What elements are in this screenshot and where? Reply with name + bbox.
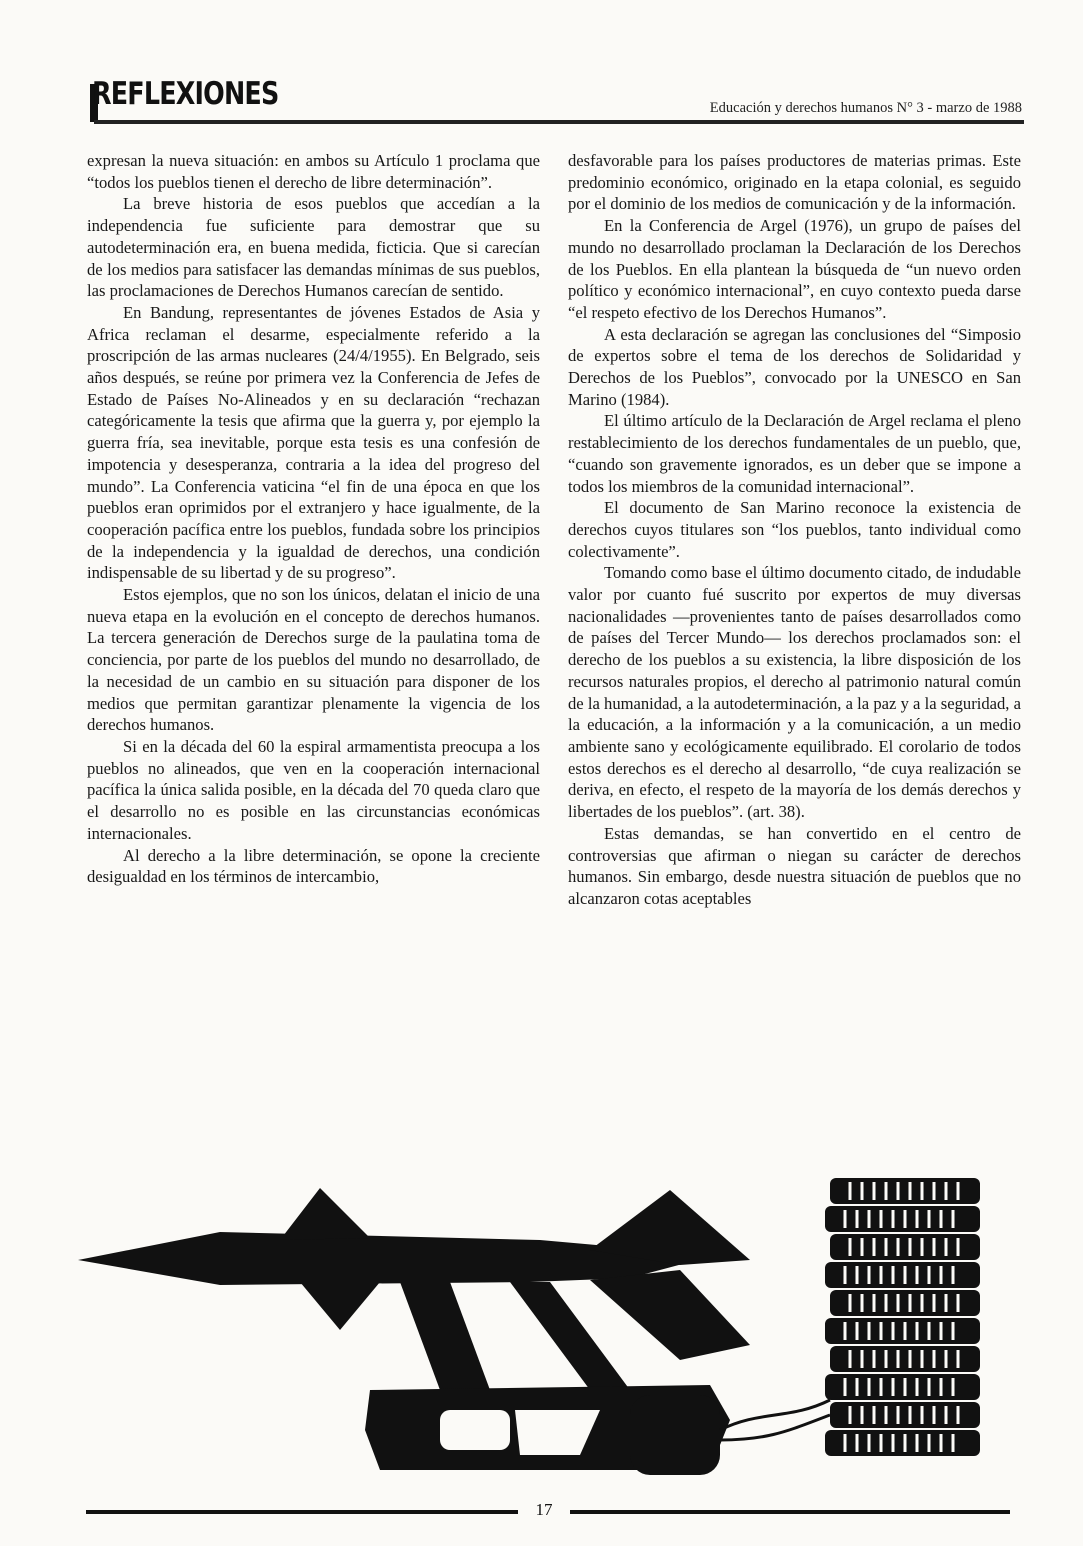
paragraph: desfavorable para los países productores de materias primas. Este predominio económico, originado en la etapa colonial, es seguido por el dominio de los medios de comunicación y de la información.	[568, 151, 1021, 214]
launcher-arm	[400, 1282, 490, 1390]
missile-and-coins-illustration	[70, 1170, 1020, 1490]
launcher-window	[440, 1410, 510, 1450]
paragraph: Tomando como base el último documento citado, de indudable valor por cuanto fué suscrito por expertos de muy diversas nacionalidades —provenientes tanto de países desarrollados como de países del Tercer Mundo— los derechos proclamados son: el derecho de los pueblos a su existencia, la libre disposición de los recursos naturales propios, el derecho al patrimonio natural común de la humanidad, a la autodeterminación, a la paz y a la seguridad, a la educación, a la información y a la comunicación, a un medio ambiente sano y ecológicamente equilibrado. El corolario de todos estos derechos es el derecho al desarrollo, “de cuya realización se deriva, en efecto, el respeto de la mayoría de los demás derechos y libertades de los pueblos”. (art. 38).	[568, 563, 1021, 822]
magazine-logo: REFLEXIONES	[92, 76, 279, 112]
header-rule	[94, 120, 1024, 124]
paragraph: Estos ejemplos, que no son los únicos, delatan el inicio de una nueva etapa en la evolución en el concepto de derechos humanos. La tercera generación de Derechos surge de la paulatina toma de conciencia, por parte de los pueblos del mundo no desarrollado, de la necesidad de un cambio en su situación para disponer de los medios que permitan garantizar plenamente la vigencia de los derechos humanos.	[87, 585, 540, 735]
page-number: 17	[535, 1500, 553, 1519]
text-column-left	[87, 150, 540, 888]
missile-fin	[280, 1188, 370, 1240]
cable	[720, 1415, 830, 1440]
paragraph: Si en la década del 60 la espiral armamentista preocupa a los pueblos no alineados, que ven en la cooperación internacional pacífica la única salida posible, en la década del 70 queda claro que el desarrollo no es posible en las circunstancias económicas internacionales.	[87, 736, 540, 843]
paragraph: expresan la nueva situación: en ambos su Artículo 1 proclama que “todos los pueblos tienen el derecho de libre determinación”.	[87, 151, 540, 192]
paragraph: Estas demandas, se han convertido en el centro de controversias que afirman o niegan su carácter de derechos humanos. Sin embargo, desde nuestra situación de pueblos que no alcanzaron cotas aceptables	[568, 823, 1021, 908]
launcher-wheel	[630, 1395, 720, 1475]
paragraph: El último artículo de la Declaración de Argel reclama el pleno restablecimiento de los derechos fundamentales de un pueblo, que, “cuando son gravemente ignorados, es un deber que se impone a todos los miembros de la comunidad internacional”.	[568, 411, 1021, 496]
missile-fin	[590, 1190, 750, 1265]
paragraph: A esta declaración se agregan las conclusiones del “Simposio de expertos sobre el tema de los derechos de Solidaridad y Derechos de los Pueblos”, convocado por la UNESCO en San Marino (1984).	[568, 324, 1021, 409]
paragraph: Al derecho a la libre determinación, se opone la creciente desigualdad en los términos de intercambio,	[87, 845, 540, 887]
cable	[720, 1400, 830, 1430]
missile-body	[78, 1232, 690, 1285]
paragraph: En la Conferencia de Argel (1976), un grupo de países del mundo no desarrollado proclaman la Declaración de los Derechos de los Pueblos. En ella plantean la búsqueda de “un nuevo orden político y económico internacional”, en cuyo contexto pueda darse “el respeto efectivo de los Derechos Humanos”.	[568, 216, 1021, 322]
paragraph: El documento de San Marino reconoce la existencia de derechos cuyos titulares son “los pueblos, tanto individual como colectivamente”.	[568, 498, 1021, 561]
missile-fin	[590, 1270, 750, 1360]
page-header	[86, 70, 1022, 118]
text-column-right	[568, 150, 1021, 910]
paragraph: La breve historia de esos pueblos que accedían a la independencia fue suficiente para demostrar que su autodeterminación era, en buena medida, ficticia. Que si carecían de los medios para satisfacer las demandas mínimas de sus pueblos, las proclamaciones de Derechos Humanos carecían de sentido.	[87, 194, 540, 301]
footer-rule	[570, 1510, 1010, 1514]
publication-info: Educación y derechos humanos N° 3 - marzo de 1988	[709, 100, 1022, 116]
missile-fin	[300, 1282, 380, 1330]
paragraph: En Bandung, representantes de jóvenes Estados de Asia y Africa reclaman el desarme, especialmente referido a la proscripción de las armas nucleares (24/4/1955). En Belgrado, seis años después, se reúne por primera vez la Conferencia de Jefes de Estado de Países No-Alineados y en su declaración “rechazan categóricamente la tesis que afirma que la guerra y, por ejemplo la guerra fría, sea inevitable, porque esta tesis es una confesión de impotencia y desesperanza, contraria a la idea del progreso del mundo”. La Conferencia vaticina “el fin de una época en que los pueblos eran oprimidos por el extranjero y hace igualmente, de la cooperación pacífica entre los pueblos, fundada sobre los principios de la independencia y la igualdad de derechos, una condición indispensable de su libertad y de su progreso”.	[87, 302, 540, 583]
footer-rule	[86, 1510, 518, 1514]
